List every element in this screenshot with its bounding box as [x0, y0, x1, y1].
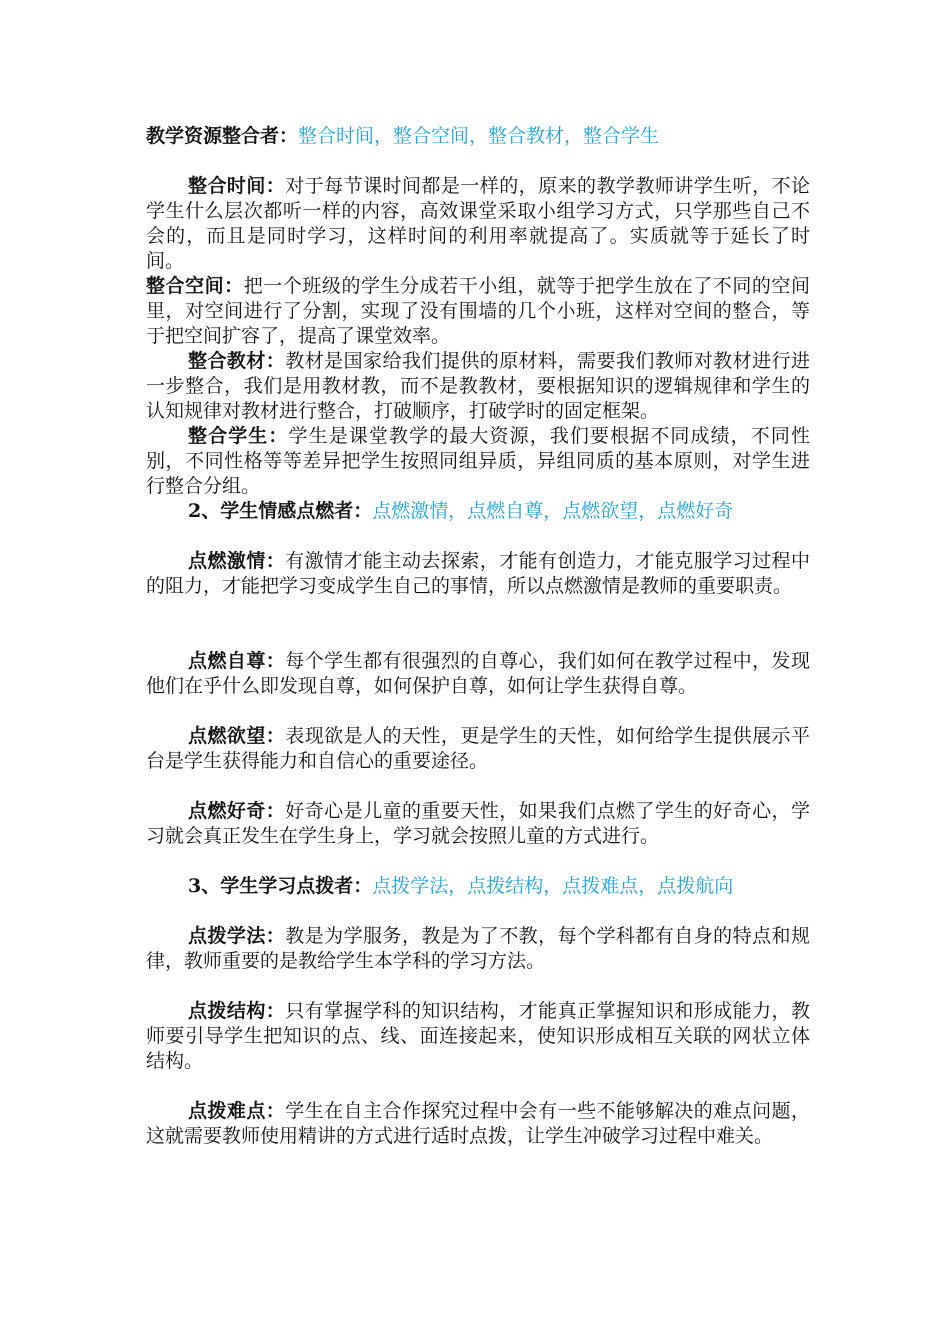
body-text: 好奇心是儿童的重要天性，如果我们点燃了学生的好奇心，学习就会真正发生在学生身上，学习就会按照儿童的方式进行。: [146, 800, 810, 847]
heading-emotion-igniter: [146, 499, 810, 524]
term: 整合空间：: [146, 275, 244, 297]
term: 点燃自尊：: [188, 650, 286, 672]
heading-items: 整合时间，整合空间，整合教材，整合学生: [298, 125, 660, 147]
heading-resource-integrator: [146, 124, 810, 149]
heading-items: 点拨学法，点拨结构，点拨难点，点拨航向: [372, 875, 734, 897]
paragraph-integrate-material: [146, 349, 810, 424]
body-text: 对于每节课时间都是一样的，原来的教学教师讲学生听，不论学生什么层次都听一样的内容，高效课堂采取小组学习方式，只学那些自己不会的，而且是同时学习，这样时间的利用率就提高了。实质就等于延长了时间。: [146, 175, 810, 272]
term: 点燃欲望：: [188, 725, 286, 747]
body-text: 学生是课堂教学的最大资源，我们要根据不同成绩，不同性别，不同性格等等差异把学生按照同组异质，异组同质的基本原则，对学生进行整合分组。: [146, 425, 810, 497]
paragraph-ignite-curiosity: [146, 799, 810, 849]
term: 点燃好奇：: [188, 800, 286, 822]
term: 整合学生：: [188, 425, 289, 447]
heading-label: 教学资源整合者：: [146, 125, 299, 147]
term: 点拨难点：: [188, 1100, 286, 1122]
heading-label: 3、学生学习点拨者：: [188, 875, 373, 897]
paragraph-integrate-students: [146, 424, 810, 499]
heading-items: 点燃激情，点燃自尊，点燃欲望，点燃好奇: [372, 500, 734, 522]
paragraph-ignite-esteem: [146, 649, 810, 699]
body-text: 只有掌握学科的知识结构，才能真正掌握知识和形成能力，教师要引导学生把知识的点、线、面连接起来，使知识形成相互关联的网状立体结构。: [146, 1000, 810, 1072]
body-text: 教材是国家给我们提供的原材料，需要我们教师对教材进行进一步整合，我们是用教材教，而不是教教材，要根据知识的逻辑规律和学生的认知规律对教材进行整合，打破顺序，打破学时的固定框架。: [146, 350, 810, 422]
body-text: 把一个班级的学生分成若干小组，就等于把学生放在了不同的空间里，对空间进行了分割，实现了没有围墙的几个小班，这样对空间的整合，等于把空间扩容了，提高了课堂效率。: [146, 275, 810, 347]
paragraph-ignite-desire: [146, 724, 810, 774]
body-text: 有激情才能主动去探索，才能有创造力，才能克服学习过程中的阻力，才能把学习变成学生自己的事情，所以点燃激情是教师的重要职责。: [146, 550, 810, 597]
term: 整合时间：: [188, 175, 286, 197]
paragraph-ignite-passion: [146, 549, 810, 599]
heading-learning-guide: [146, 874, 810, 899]
term: 整合教材：: [188, 350, 286, 372]
body-text: 教是为学服务，教是为了不教，每个学科都有自身的特点和规律，教师重要的是教给学生本学科的学习方法。: [146, 925, 810, 972]
paragraph-guide-structure: [146, 999, 810, 1074]
body-text: 表现欲是人的天性，更是学生的天性，如何给学生提供展示平台是学生获得能力和自信心的重要途径。: [146, 725, 810, 772]
paragraph-integrate-time: [146, 174, 810, 274]
body-text: 学生在自主合作探究过程中会有一些不能够解决的难点问题，这就需要教师使用精讲的方式进行适时点拨，让学生冲破学习过程中难关。: [146, 1100, 810, 1147]
term: 点拨学法：: [188, 925, 286, 947]
body-text: 每个学生都有很强烈的自尊心，我们如何在教学过程中，发现他们在乎什么即发现自尊，如何保护自尊，如何让学生获得自尊。: [146, 650, 810, 697]
heading-label: 2、学生情感点燃者：: [188, 500, 373, 522]
paragraph-guide-difficulty: [146, 1099, 810, 1149]
paragraph-integrate-space: [146, 274, 810, 349]
term: 点燃激情：: [188, 550, 286, 572]
term: 点拨结构：: [188, 1000, 286, 1022]
paragraph-guide-method: [146, 924, 810, 974]
